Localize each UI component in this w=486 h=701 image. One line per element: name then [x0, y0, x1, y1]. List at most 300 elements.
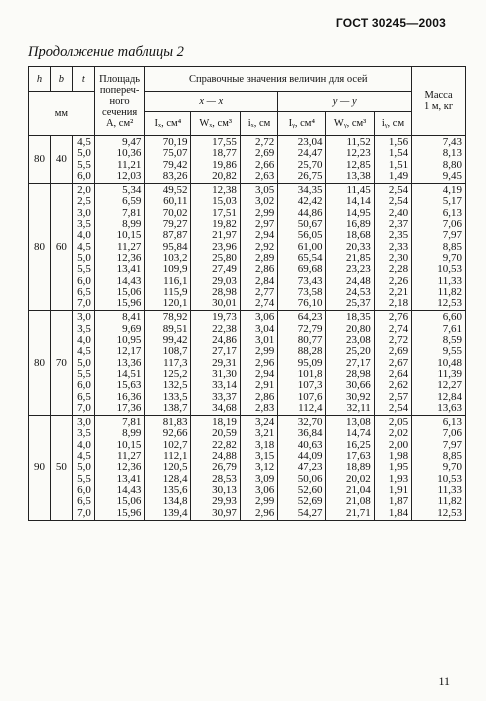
value: 5,5 [77, 367, 91, 380]
value: 5,5 [77, 158, 91, 171]
value: 12,85 [346, 158, 371, 171]
value: 17,51 [212, 206, 237, 219]
value: 5,5 [77, 263, 91, 276]
value: 3,24 [254, 416, 275, 429]
value: 3,06 [254, 483, 275, 496]
value: 112,1 [163, 450, 188, 463]
value: 3,02 [254, 195, 275, 208]
cell-h: 90 [29, 416, 51, 521]
value: 2,76 [388, 311, 409, 324]
value: 4,5 [77, 240, 91, 253]
value: 3,15 [254, 450, 275, 463]
value: 2,26 [388, 274, 409, 287]
value: 34,35 [297, 184, 323, 197]
value: 1,56 [388, 136, 409, 148]
value: 52,69 [297, 495, 323, 508]
value: 88,28 [297, 345, 323, 358]
value: 17,36 [116, 401, 142, 414]
value: 11,45 [346, 184, 371, 197]
cell-iy [374, 311, 411, 416]
value: 13,41 [116, 472, 142, 485]
value: 24,48 [346, 274, 371, 287]
cell-t [72, 136, 94, 184]
value: 2,35 [388, 229, 409, 242]
value: 2,63 [254, 169, 275, 182]
col-reference-values: Справочные значения величин для осей [145, 67, 412, 92]
value: 18,77 [212, 147, 237, 160]
value: 56,05 [297, 229, 323, 242]
value: 2,00 [388, 438, 409, 451]
value: 29,93 [212, 495, 237, 508]
value: 5,0 [77, 251, 91, 264]
cell-b: 40 [50, 136, 72, 184]
value: 10,15 [116, 229, 142, 242]
value: 7,43 [442, 136, 462, 148]
cell-Wy [326, 136, 374, 184]
cell-Wy [326, 416, 374, 521]
value: 2,92 [254, 240, 275, 253]
value: 20,33 [346, 240, 371, 253]
value: 44,09 [297, 450, 323, 463]
value: 21,08 [346, 495, 371, 508]
value: 9,70 [442, 251, 462, 264]
value: 6,5 [77, 285, 91, 298]
value: 101,8 [297, 367, 323, 380]
value: 24,53 [346, 285, 371, 298]
cell-Ix [145, 184, 191, 311]
cell-Ix [145, 416, 191, 521]
value: 2,54 [388, 184, 409, 197]
value: 9,69 [122, 322, 142, 335]
cell-ix [240, 184, 277, 311]
value: 22,38 [212, 322, 237, 335]
value: 1,87 [388, 495, 409, 508]
value: 30,13 [212, 483, 237, 496]
value: 5,0 [77, 147, 91, 160]
value: 6,0 [77, 483, 91, 496]
value: 2,54 [388, 401, 409, 414]
value: 11,27 [117, 240, 142, 253]
value: 4,5 [77, 450, 91, 463]
value: 23,23 [346, 263, 371, 276]
col-ix-radius: iₓ, см [240, 112, 277, 136]
cell-A [94, 136, 145, 184]
value: 2,05 [388, 416, 409, 429]
value: 10,36 [116, 147, 142, 160]
cell-m [412, 416, 466, 521]
cell-Wx [191, 136, 240, 184]
value: 112,4 [298, 401, 323, 414]
value: 12,84 [437, 390, 462, 403]
value: 10,48 [437, 356, 462, 369]
value: 11,33 [437, 274, 462, 287]
standard-number: ГОСТ 30245—2003 [335, 16, 446, 30]
value: 8,85 [442, 240, 462, 253]
value: 2,89 [254, 251, 275, 264]
value: 13,08 [346, 416, 371, 429]
col-t: t [72, 67, 94, 92]
value: 2,91 [254, 379, 275, 392]
value: 10,95 [116, 334, 142, 347]
value: 99,42 [162, 334, 188, 347]
value: 25,80 [212, 251, 237, 264]
value: 139,4 [162, 506, 188, 519]
value: 16,25 [346, 438, 371, 451]
value: 13,36 [116, 356, 142, 369]
value: 3,5 [77, 218, 91, 231]
cell-b: 60 [50, 184, 72, 311]
value: 1,93 [388, 472, 409, 485]
value: 80,77 [297, 334, 323, 347]
value: 2,28 [388, 263, 409, 276]
value: 95,09 [297, 356, 323, 369]
cell-Wx [191, 416, 240, 521]
value: 5,34 [122, 184, 142, 197]
value: 15,63 [116, 379, 142, 392]
value: 15,96 [116, 506, 142, 519]
value: 19,82 [212, 218, 237, 231]
value: 11,52 [346, 136, 371, 148]
value: 5,17 [442, 195, 462, 208]
value: 22,82 [212, 438, 237, 451]
value: 18,19 [212, 416, 237, 429]
value: 1,54 [388, 147, 409, 160]
value: 2,99 [254, 495, 275, 508]
cell-Iy [278, 184, 326, 311]
value: 2,57 [388, 390, 409, 403]
value: 4,0 [77, 438, 91, 451]
value: 21,97 [212, 229, 237, 242]
value: 125,2 [162, 367, 188, 380]
cell-ix [240, 136, 277, 184]
value: 40,63 [297, 438, 323, 451]
value: 3,0 [77, 416, 91, 429]
value: 2,77 [254, 285, 275, 298]
cell-Ix [145, 136, 191, 184]
cell-h: 80 [29, 136, 51, 184]
value: 120,5 [162, 461, 188, 474]
value: 5,0 [77, 461, 91, 474]
value: 20,02 [346, 472, 371, 485]
cell-Iy [278, 416, 326, 521]
value: 28,53 [212, 472, 237, 485]
value: 2,67 [388, 356, 409, 369]
value: 2,96 [254, 506, 275, 519]
table-row [29, 136, 466, 184]
value: 12,03 [116, 169, 142, 182]
value: 9,47 [122, 136, 142, 148]
cell-Ix [145, 311, 191, 416]
value: 33,14 [212, 379, 237, 392]
value: 64,23 [297, 311, 323, 324]
col-mass: Масса 1 м, кг [412, 67, 466, 136]
value: 50,06 [297, 472, 323, 485]
value: 102,7 [162, 438, 188, 451]
value: 32,70 [297, 416, 323, 429]
value: 14,74 [346, 427, 371, 440]
value: 16,89 [346, 218, 371, 231]
page-number: 11 [438, 674, 450, 688]
value: 8,99 [122, 218, 142, 231]
value: 6,0 [77, 379, 91, 392]
value: 2,69 [254, 147, 275, 160]
value: 2,18 [388, 297, 409, 310]
value: 2,40 [388, 206, 409, 219]
value: 30,01 [212, 297, 237, 310]
axis-y-header: y — y [278, 92, 412, 112]
table-row [29, 184, 466, 311]
value: 12,27 [437, 379, 462, 392]
value: 27,49 [212, 263, 237, 276]
value: 24,86 [212, 334, 237, 347]
cell-A [94, 416, 145, 521]
value: 23,04 [297, 136, 323, 148]
value: 14,95 [346, 206, 371, 219]
value: 2,5 [77, 195, 91, 208]
value: 83,26 [162, 169, 188, 182]
value: 69,68 [297, 263, 323, 276]
value: 107,6 [297, 390, 323, 403]
value: 11,82 [437, 495, 462, 508]
value: 2,37 [388, 218, 409, 231]
cell-m [412, 136, 466, 184]
value: 27,17 [346, 356, 371, 369]
value: 12,53 [437, 506, 462, 519]
value: 2,69 [388, 345, 409, 358]
cell-t [72, 416, 94, 521]
value: 2,64 [388, 367, 409, 380]
col-iy-moment: Iᵧ, см⁴ [278, 112, 326, 136]
cell-ix [240, 416, 277, 521]
value: 92,66 [162, 427, 188, 440]
value: 4,19 [442, 184, 462, 197]
value: 24,47 [297, 147, 323, 160]
value: 19,86 [212, 158, 237, 171]
value: 2,86 [254, 263, 275, 276]
value: 13,41 [116, 263, 142, 276]
value: 6,5 [77, 495, 91, 508]
value: 108,7 [162, 345, 188, 358]
value: 3,0 [77, 206, 91, 219]
value: 7,0 [77, 506, 91, 519]
value: 12,36 [116, 251, 142, 264]
value: 4,5 [77, 345, 91, 358]
value: 12,38 [212, 184, 237, 197]
value: 61,00 [297, 240, 323, 253]
value: 134,8 [162, 495, 188, 508]
value: 7,81 [122, 206, 142, 219]
value: 26,79 [212, 461, 237, 474]
value: 20,80 [346, 322, 371, 335]
value: 3,05 [254, 184, 275, 197]
value: 6,0 [77, 274, 91, 287]
value: 21,71 [346, 506, 371, 519]
value: 2,30 [388, 251, 409, 264]
value: 2,83 [254, 401, 275, 414]
value: 6,60 [442, 311, 462, 324]
value: 29,31 [212, 356, 237, 369]
value: 28,98 [346, 367, 371, 380]
value: 9,70 [442, 461, 462, 474]
value: 7,06 [442, 218, 462, 231]
value: 28,98 [212, 285, 237, 298]
value: 33,37 [212, 390, 237, 403]
value: 1,51 [388, 158, 409, 171]
cell-m [412, 184, 466, 311]
value: 17,63 [346, 450, 371, 463]
value: 60,11 [163, 195, 188, 208]
value: 15,06 [116, 285, 142, 298]
value: 2,94 [254, 367, 275, 380]
value: 2,99 [254, 345, 275, 358]
value: 32,11 [346, 401, 371, 414]
value: 7,61 [442, 322, 462, 335]
value: 107,3 [297, 379, 323, 392]
value: 54,27 [297, 506, 323, 519]
cell-A [94, 184, 145, 311]
value: 30,97 [212, 506, 237, 519]
value: 7,0 [77, 401, 91, 414]
value: 3,04 [254, 322, 275, 335]
value: 18,89 [346, 461, 371, 474]
value: 8,41 [122, 311, 142, 324]
value: 1,91 [388, 483, 409, 496]
value: 4,0 [77, 334, 91, 347]
value: 11,33 [437, 483, 462, 496]
col-wx: Wₓ, см³ [191, 112, 240, 136]
value: 3,06 [254, 311, 275, 324]
value: 3,01 [254, 334, 275, 347]
value: 103,2 [162, 251, 188, 264]
value: 5,0 [77, 356, 91, 369]
col-iy-radius: iᵧ, см [374, 112, 411, 136]
value: 23,08 [346, 334, 371, 347]
value: 2,21 [388, 285, 409, 298]
value: 52,60 [297, 483, 323, 496]
value: 2,86 [254, 390, 275, 403]
value: 2,72 [388, 334, 409, 347]
value: 3,21 [254, 427, 275, 440]
value: 6,13 [442, 206, 462, 219]
value: 15,06 [116, 495, 142, 508]
value: 14,43 [116, 483, 142, 496]
value: 78,92 [162, 311, 188, 324]
value: 3,09 [254, 472, 275, 485]
value: 89,51 [162, 322, 188, 335]
value: 2,02 [388, 427, 409, 440]
value: 24,88 [212, 450, 237, 463]
value: 7,81 [122, 416, 142, 429]
value: 2,96 [254, 356, 275, 369]
value: 120,1 [162, 297, 188, 310]
value: 2,62 [388, 379, 409, 392]
value: 31,30 [212, 367, 237, 380]
value: 20,82 [212, 169, 237, 182]
value: 21,85 [346, 251, 371, 264]
value: 79,42 [162, 158, 188, 171]
value: 8,59 [442, 334, 462, 347]
value: 16,36 [116, 390, 142, 403]
value: 8,99 [122, 427, 142, 440]
value: 17,55 [212, 136, 237, 148]
cell-Wy [326, 311, 374, 416]
cell-m [412, 311, 466, 416]
value: 79,27 [162, 218, 188, 231]
cell-Wy [326, 184, 374, 311]
value: 29,03 [212, 274, 237, 287]
value: 128,4 [162, 472, 188, 485]
col-wy: Wᵧ, см³ [326, 112, 374, 136]
value: 14,43 [116, 274, 142, 287]
value: 18,35 [346, 311, 371, 324]
value: 2,97 [254, 218, 275, 231]
value: 10,15 [116, 438, 142, 451]
value: 14,14 [346, 195, 371, 208]
value: 12,23 [346, 147, 371, 160]
value: 14,51 [116, 367, 142, 380]
value: 2,0 [77, 184, 91, 197]
value: 13,63 [437, 401, 462, 414]
value: 70,02 [162, 206, 188, 219]
value: 1,95 [388, 461, 409, 474]
value: 23,96 [212, 240, 237, 253]
cell-Iy [278, 136, 326, 184]
value: 73,43 [297, 274, 323, 287]
value: 12,17 [116, 345, 142, 358]
value: 7,0 [77, 297, 91, 310]
value: 138,7 [162, 401, 188, 414]
value: 73,58 [297, 285, 323, 298]
value: 8,85 [442, 450, 462, 463]
value: 115,9 [163, 285, 188, 298]
value: 7,97 [442, 229, 462, 242]
value: 72,79 [297, 322, 323, 335]
cell-iy [374, 136, 411, 184]
cell-Iy [278, 311, 326, 416]
value: 2,72 [254, 136, 275, 148]
value: 132,5 [162, 379, 188, 392]
value: 109,9 [162, 263, 188, 276]
sections-table [28, 66, 466, 521]
value: 70,19 [162, 136, 188, 148]
value: 117,3 [163, 356, 188, 369]
value: 3,18 [254, 438, 275, 451]
value: 2,74 [254, 297, 275, 310]
value: 30,66 [346, 379, 371, 392]
value: 15,96 [116, 297, 142, 310]
value: 1,98 [388, 450, 409, 463]
cell-Wx [191, 311, 240, 416]
value: 87,87 [162, 229, 188, 242]
value: 25,37 [346, 297, 371, 310]
axis-x-header: x — x [145, 92, 278, 112]
value: 27,17 [212, 345, 237, 358]
value: 9,55 [442, 345, 462, 358]
table-caption: Продолжение таблицы 2 [28, 44, 184, 60]
value: 5,5 [77, 472, 91, 485]
value: 44,86 [297, 206, 323, 219]
value: 6,59 [122, 195, 142, 208]
table-row [29, 311, 466, 416]
value: 26,75 [297, 169, 323, 182]
value: 25,20 [346, 345, 371, 358]
value: 50,67 [297, 218, 323, 231]
value: 30,92 [346, 390, 371, 403]
cell-Wx [191, 184, 240, 311]
value: 49,52 [162, 184, 188, 197]
value: 10,53 [437, 263, 462, 276]
value: 7,97 [442, 438, 462, 451]
